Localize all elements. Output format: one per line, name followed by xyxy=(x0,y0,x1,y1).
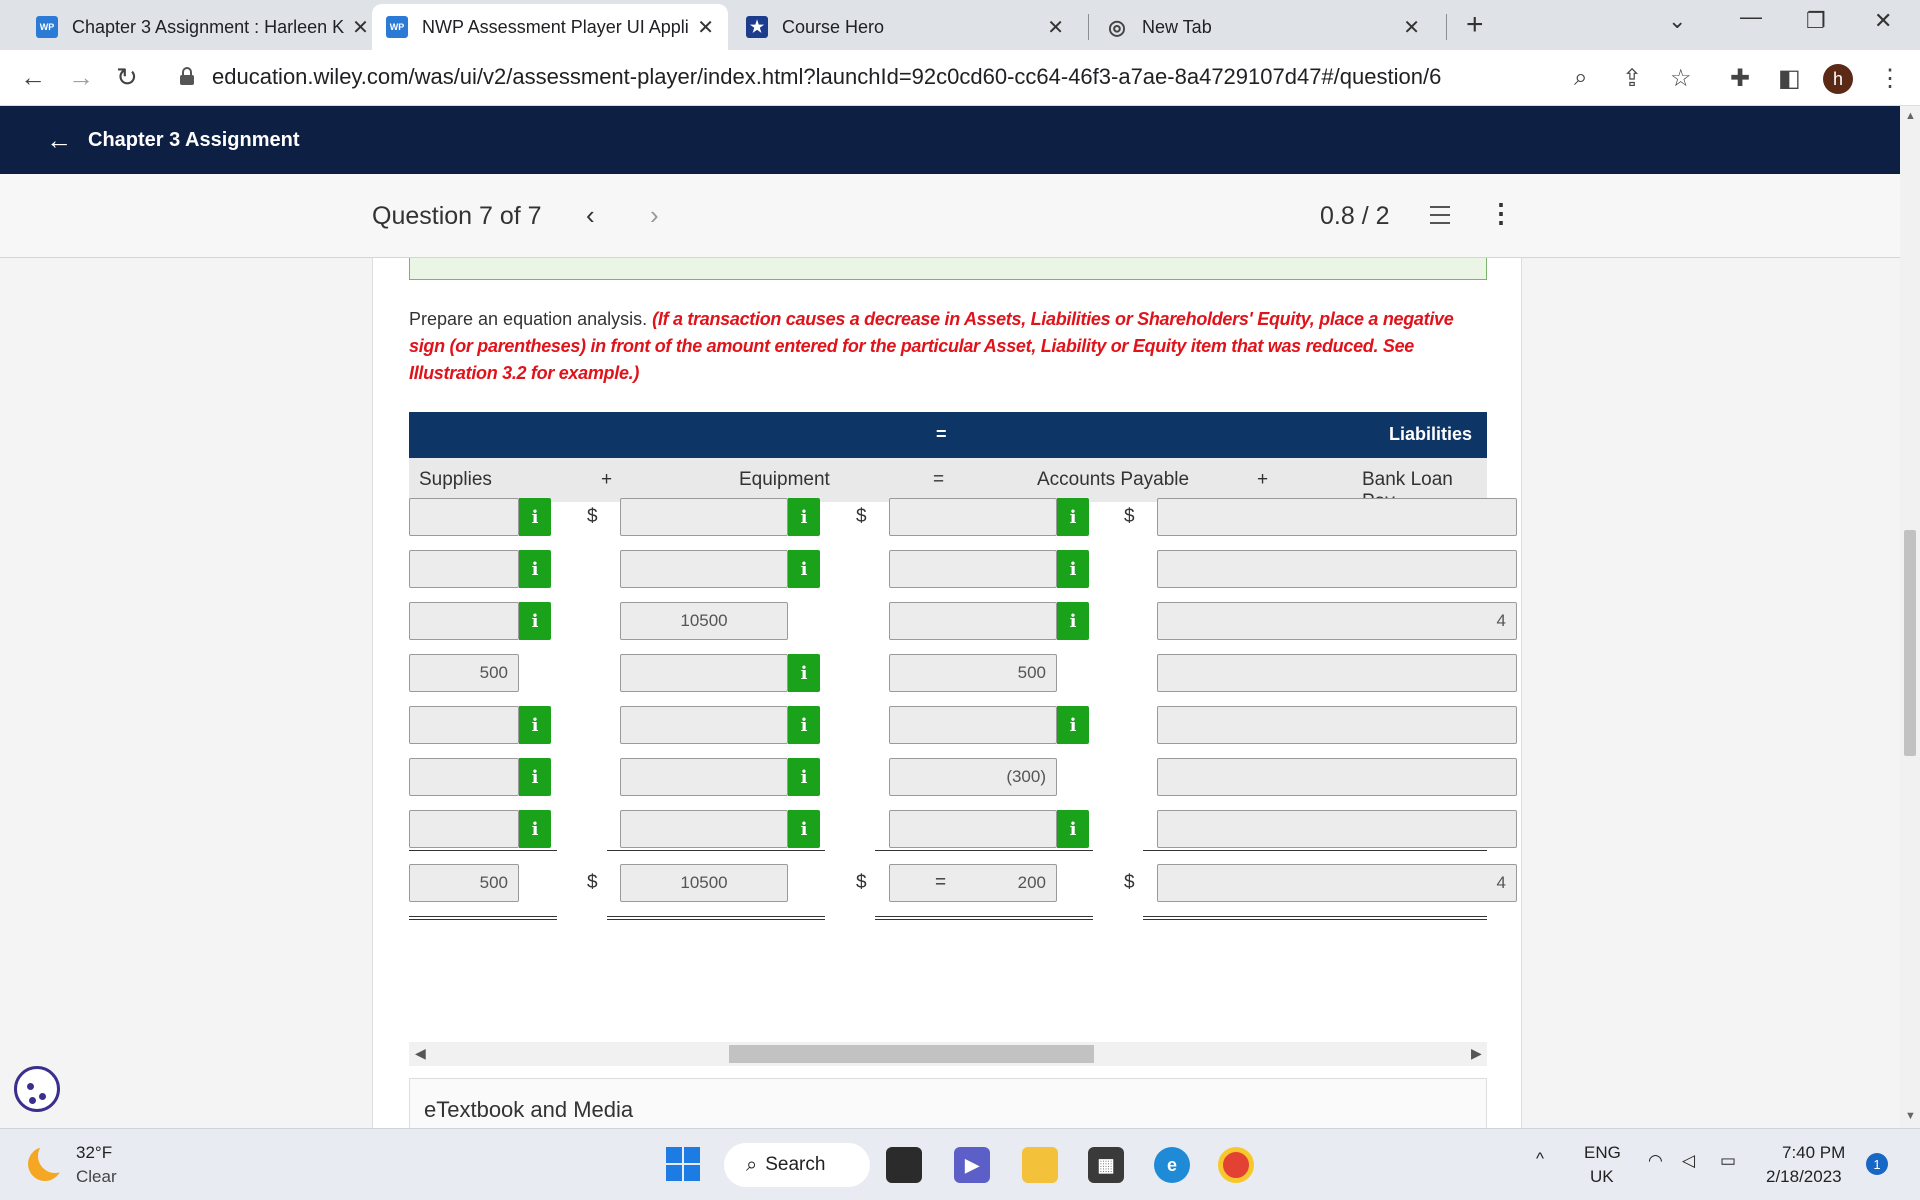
equipment-input[interactable]: 10500 xyxy=(620,602,788,640)
supplies-input[interactable] xyxy=(409,810,519,848)
supplies-input[interactable] xyxy=(409,498,519,536)
score-display: 0.8 / 2 xyxy=(1320,202,1390,230)
close-tab-icon[interactable]: ✕ xyxy=(352,16,369,39)
supplies-input[interactable]: 500 xyxy=(409,654,519,692)
bank-loan-input[interactable]: 4 xyxy=(1157,602,1517,640)
windows-taskbar xyxy=(0,1128,1920,1200)
scrollbar-thumb[interactable] xyxy=(729,1045,1094,1063)
accounts-payable-input[interactable] xyxy=(889,602,1057,640)
equipment-input[interactable] xyxy=(620,498,788,536)
info-icon[interactable]: i xyxy=(519,706,551,744)
profile-avatar[interactable]: h xyxy=(1823,64,1853,94)
question-nav-bar xyxy=(0,174,1900,258)
info-icon[interactable]: i xyxy=(519,758,551,796)
accounts-payable-input[interactable]: (300) xyxy=(889,758,1057,796)
total-double-rule xyxy=(607,916,825,920)
instruction-note: (If a transaction causes a decrease in Assets, Liabilities or Shareholders' Equity, place a negative sign (or parentheses) in front of the amount entered for the particular Asset, Liability or Equity item that was reduced. See Illustration 3.2 for example.) xyxy=(409,309,1454,383)
tab-separator xyxy=(1088,14,1089,40)
show-hidden-icons-icon[interactable]: ^ xyxy=(1536,1149,1544,1168)
equipment-input[interactable] xyxy=(620,550,788,588)
supplies-input[interactable] xyxy=(409,550,519,588)
wileyplus-favicon-icon: WP xyxy=(386,16,408,38)
accounts-payable-input[interactable] xyxy=(889,498,1057,536)
weather-condition[interactable]: Clear xyxy=(76,1167,117,1186)
browser-toolbar xyxy=(0,50,1920,106)
total-rule xyxy=(875,850,1093,851)
supplies-input[interactable] xyxy=(409,706,519,744)
total-double-rule xyxy=(1143,916,1487,920)
info-icon[interactable]: i xyxy=(788,706,820,744)
next-question-icon[interactable]: › xyxy=(650,200,659,230)
dollar-sign: $ xyxy=(1124,872,1135,893)
bank-loan-input[interactable] xyxy=(1157,498,1517,536)
tab-chapter3-assignment[interactable] xyxy=(22,4,369,50)
accounts-payable-input[interactable]: 500 xyxy=(889,654,1057,692)
info-icon[interactable]: i xyxy=(1057,706,1089,744)
search-label: Search xyxy=(765,1154,826,1175)
edge-browser-icon[interactable]: e xyxy=(1154,1147,1190,1183)
file-explorer-icon[interactable] xyxy=(1022,1147,1058,1183)
back-arrow-icon[interactable]: ← xyxy=(20,62,46,92)
bookmark-star-icon[interactable]: ☆ xyxy=(1670,65,1692,92)
new-tab-plus-icon[interactable]: + xyxy=(1466,8,1484,41)
close-tab-icon[interactable]: ✕ xyxy=(1403,16,1420,39)
etextbook-media-section[interactable]: eTextbook and Media xyxy=(409,1078,1487,1138)
total-double-rule xyxy=(875,916,1093,920)
question-instructions xyxy=(409,306,1489,387)
question-card xyxy=(372,258,1522,1158)
forward-arrow-icon[interactable]: → xyxy=(68,62,94,92)
chrome-browser-icon[interactable] xyxy=(1218,1147,1254,1183)
total-supplies: 500 xyxy=(409,864,519,902)
scroll-right-arrow-icon[interactable]: ▶ xyxy=(1471,1045,1482,1061)
tab-title: NWP Assessment Player UI Appli xyxy=(422,16,689,37)
total-equipment: 10500 xyxy=(620,864,788,902)
more-options-icon[interactable]: ⋮ xyxy=(1488,198,1514,228)
column-header-supplies: Supplies xyxy=(419,469,492,490)
info-icon[interactable]: i xyxy=(788,810,820,848)
table-header-band xyxy=(409,412,1487,458)
scroll-left-arrow-icon[interactable]: ◀ xyxy=(415,1045,426,1061)
info-icon[interactable]: i xyxy=(519,810,551,848)
feedback-panel-edge xyxy=(409,258,1487,280)
chrome-newtab-favicon-icon: ◎ xyxy=(1108,16,1126,39)
back-arrow-icon[interactable]: ← xyxy=(46,124,72,155)
scrollbar-thumb[interactable] xyxy=(1904,530,1916,756)
total-rule xyxy=(409,850,557,851)
address-bar-url[interactable]: education.wiley.com/was/ui/v2/assessment-player/index.html?launchId=92c0cd60-cc64-46f3-a7ae-8a4729107d47#/question/6 xyxy=(212,64,1442,89)
windows-start-icon[interactable] xyxy=(666,1147,700,1181)
input-language[interactable]: ENG xyxy=(1584,1143,1621,1162)
info-icon[interactable]: i xyxy=(519,498,551,536)
equipment-input[interactable] xyxy=(620,810,788,848)
bank-loan-input[interactable] xyxy=(1157,550,1517,588)
bank-loan-input[interactable] xyxy=(1157,758,1517,796)
info-icon[interactable]: i xyxy=(519,550,551,588)
accounts-payable-input[interactable] xyxy=(889,706,1057,744)
equipment-input[interactable] xyxy=(620,654,788,692)
clock-date[interactable]: 2/18/2023 xyxy=(1766,1167,1842,1186)
tab-title: Chapter 3 Assignment : Harleen K xyxy=(72,16,345,37)
dollar-sign: $ xyxy=(587,506,598,527)
total-rule xyxy=(607,850,825,851)
assignment-title[interactable]: Chapter 3 Assignment xyxy=(88,128,300,151)
equipment-input[interactable] xyxy=(620,706,788,744)
tab-search-chevron-icon[interactable]: ⌄ xyxy=(1668,8,1687,33)
tab-nwp-assessment-player[interactable] xyxy=(372,4,728,50)
dollar-sign: $ xyxy=(856,506,867,527)
info-icon[interactable]: i xyxy=(519,602,551,640)
dollar-sign: $ xyxy=(1124,506,1135,527)
cookie-settings-icon[interactable] xyxy=(14,1066,60,1112)
column-header-bank-loan: Bank Loan xyxy=(1362,469,1453,490)
header-liabilities: Liabilities xyxy=(1389,424,1473,444)
wileyplus-favicon-icon: WP xyxy=(36,16,58,38)
total-accounts-payable: 200 xyxy=(889,864,1057,902)
close-window-icon[interactable]: ✕ xyxy=(1874,8,1893,33)
page-vertical-scrollbar[interactable] xyxy=(1900,106,1920,1128)
course-hero-favicon-icon: ★ xyxy=(746,16,768,38)
info-icon[interactable]: i xyxy=(788,654,820,692)
column-header-equipment: Equipment xyxy=(739,469,830,490)
bank-loan-input[interactable] xyxy=(1157,706,1517,744)
equation-analysis-table xyxy=(409,412,1506,1036)
battery-icon[interactable]: ▭ xyxy=(1720,1151,1737,1170)
share-icon[interactable]: ⇪ xyxy=(1622,65,1643,92)
previous-question-icon[interactable]: ‹ xyxy=(586,200,595,230)
total-bank-loan: 4 xyxy=(1157,864,1517,902)
extensions-puzzle-icon[interactable]: ✚ xyxy=(1730,65,1751,92)
total-rule xyxy=(1143,850,1487,851)
weather-temperature[interactable]: 32°F xyxy=(76,1143,113,1162)
weather-moon-icon[interactable] xyxy=(28,1147,62,1181)
lock-icon[interactable] xyxy=(180,67,194,85)
info-icon[interactable]: i xyxy=(788,550,820,588)
table-horizontal-scrollbar[interactable] xyxy=(409,1042,1487,1066)
close-tab-icon[interactable]: ✕ xyxy=(1047,16,1064,39)
header-equals-sign: = xyxy=(936,424,947,444)
scroll-up-arrow-icon[interactable]: ▲ xyxy=(1905,110,1916,122)
accounts-payable-input[interactable] xyxy=(889,810,1057,848)
teams-chat-icon[interactable]: ▶ xyxy=(954,1147,990,1183)
scroll-down-arrow-icon[interactable]: ▼ xyxy=(1905,1110,1916,1122)
notification-badge[interactable]: 1 xyxy=(1866,1153,1888,1175)
dollar-sign: $ xyxy=(587,872,598,893)
question-label: Question 7 of 7 xyxy=(372,202,542,230)
column-header-equals: = xyxy=(933,469,945,490)
bank-loan-input[interactable] xyxy=(1157,810,1517,848)
task-view-icon[interactable] xyxy=(886,1147,922,1183)
supplies-input[interactable] xyxy=(409,602,519,640)
app-header xyxy=(0,106,1900,174)
minimize-icon[interactable]: — xyxy=(1740,4,1762,29)
info-icon[interactable]: i xyxy=(1057,550,1089,588)
clock-time[interactable]: 7:40 PM xyxy=(1782,1143,1846,1162)
column-header-plus: + xyxy=(1257,469,1269,490)
info-icon[interactable]: i xyxy=(788,498,820,536)
chrome-menu-icon[interactable]: ⋮ xyxy=(1878,65,1902,92)
tab-new-tab[interactable] xyxy=(1092,4,1434,50)
column-header-accounts-payable: Accounts Payable xyxy=(1037,469,1190,490)
input-region[interactable]: UK xyxy=(1590,1167,1614,1186)
equipment-input[interactable] xyxy=(620,758,788,796)
dollar-sign: $ xyxy=(856,872,867,893)
question-list-icon[interactable] xyxy=(1424,204,1450,226)
bank-loan-input[interactable] xyxy=(1157,654,1517,692)
column-header-plus: + xyxy=(601,469,613,490)
info-icon[interactable]: i xyxy=(1057,498,1089,536)
accounts-payable-input[interactable] xyxy=(889,550,1057,588)
zoom-icon[interactable]: ⌕ xyxy=(1574,64,1588,91)
column-header-row xyxy=(409,458,1487,502)
restore-icon[interactable]: ❐ xyxy=(1806,8,1826,33)
browser-tab-strip xyxy=(0,0,1920,50)
close-tab-icon[interactable]: ✕ xyxy=(697,16,714,39)
tab-title: New Tab xyxy=(1142,16,1212,37)
question-content-area xyxy=(0,258,1900,1128)
search-icon: ⌕ xyxy=(746,1153,758,1176)
microsoft-store-icon[interactable]: ▦ xyxy=(1088,1147,1124,1183)
volume-icon[interactable]: ◁ xyxy=(1682,1151,1696,1170)
tab-course-hero[interactable] xyxy=(732,4,1078,50)
total-double-rule xyxy=(409,916,557,920)
info-icon[interactable]: i xyxy=(788,758,820,796)
tab-title: Course Hero xyxy=(782,16,885,37)
reload-icon[interactable]: ↻ xyxy=(116,62,138,92)
tab-separator xyxy=(1446,14,1447,40)
info-icon[interactable]: i xyxy=(1057,810,1089,848)
supplies-input[interactable] xyxy=(409,758,519,796)
total-equals-sign: = xyxy=(935,872,947,893)
wifi-icon[interactable]: ◠ xyxy=(1648,1151,1663,1170)
instruction-lead: Prepare an equation analysis. xyxy=(409,309,653,329)
side-panel-icon[interactable]: ◧ xyxy=(1778,65,1801,92)
taskbar-search[interactable] xyxy=(724,1143,870,1187)
info-icon[interactable]: i xyxy=(1057,602,1089,640)
